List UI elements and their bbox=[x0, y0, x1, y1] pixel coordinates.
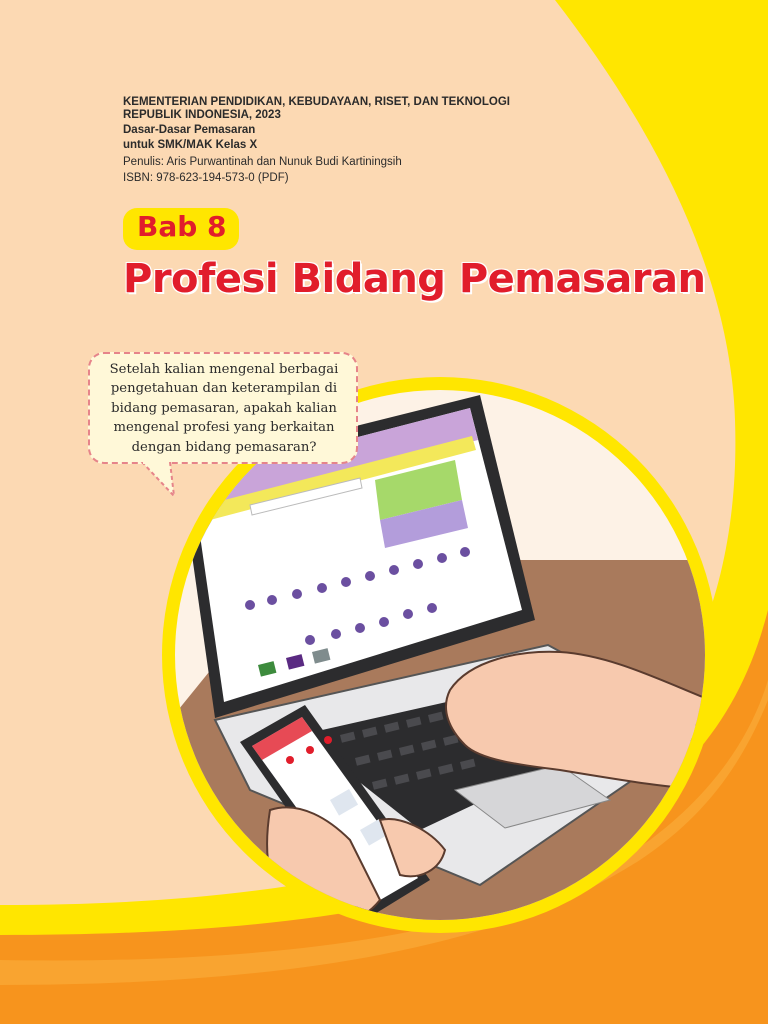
chapter-label: Bab 8 bbox=[137, 210, 227, 243]
book-audience: untuk SMK/MAK Kelas X bbox=[123, 139, 258, 151]
book-isbn: ISBN: 978-623-194-573-0 (PDF) bbox=[123, 172, 289, 184]
book-authors: Penulis: Aris Purwantinah dan Nunuk Budi Kartiningsih bbox=[123, 156, 402, 168]
speech-bubble-tail bbox=[140, 462, 180, 498]
book-title: Dasar-Dasar Pemasaran bbox=[123, 124, 256, 136]
speech-bubble-text: Setelah kalian mengenal berbagai pengetahuan dan keterampilan di bidang pemasaran, apakah kalian mengenal profesi yang berkaitan dengan bidang pemasaran? bbox=[109, 362, 339, 455]
publisher-line-2: REPUBLIK INDONESIA, 2023 bbox=[123, 109, 281, 121]
publisher-line-1: KEMENTERIAN PENDIDIKAN, KEBUDAYAAN, RISET, DAN TEKNOLOGI bbox=[123, 96, 510, 108]
chapter-title: Profesi Bidang Pemasaran bbox=[123, 256, 706, 302]
